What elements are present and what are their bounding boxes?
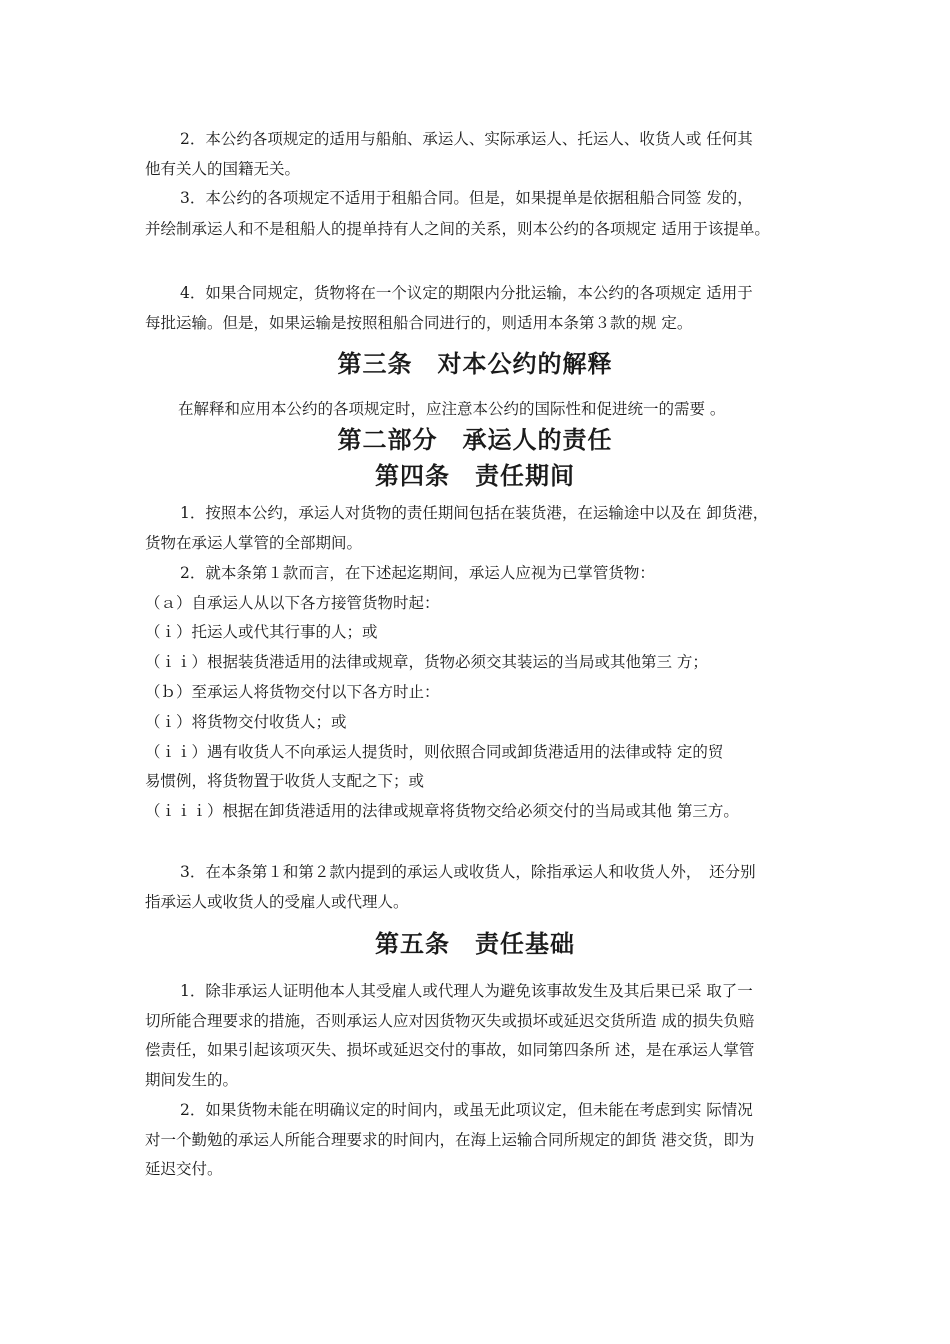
a4-b-ii-line2: 易惯例，将货物置于收货人支配之下；或 <box>145 772 425 790</box>
s1-p3-line2: 并绘制承运人和不是租船人的提单持有人之间的关系，则本公约的各项规定 适用于该提单。 <box>145 220 770 238</box>
a5-p2-line2: 对一个勤勉的承运人所能合理要求的时间内，在海上运输合同所规定的卸货 港交货，即为 <box>145 1131 755 1149</box>
a4-b-iii: （ｉｉｉ）根据在卸货港适用的法律或规章将货物交给必须交付的当局或其他 第三方。 <box>145 802 739 820</box>
a5-p1-line2: 切所能合理要求的措施，否则承运人应对因货物灭失或损坏或延迟交货所造 成的损失负赔 <box>145 1012 755 1030</box>
a4-p1-line1: 1．按照本公约，承运人对货物的责任期间包括在装货港，在运输途中以及在 卸货港， <box>180 504 769 522</box>
s1-p2-line2: 他有关人的国籍无关。 <box>145 160 301 178</box>
article3-heading: 第三条 对本公约的解释 <box>337 349 613 378</box>
article3-text: 在解释和应用本公约的各项规定时，应注意本公约的国际性和促进统一的需要 。 <box>178 400 726 418</box>
s1-p3-line1: 3．本公约的各项规定不适用于租船合同。但是，如果提单是依据租船合同签 发的， <box>180 189 753 207</box>
s1-p4-line1: 4．如果合同规定，货物将在一个议定的期限内分批运输，本公约的各项规定 适用于 <box>180 284 753 302</box>
a5-p2-line3: 延迟交付。 <box>145 1160 223 1178</box>
s1-p2-line1: 2．本公约各项规定的适用与船舶、承运人、实际承运人、托运人、收货人或 任何其 <box>180 130 753 148</box>
a4-a: （ａ）自承运人从以下各方接管货物时起： <box>145 594 440 612</box>
a5-p2-line1: 2．如果货物未能在明确议定的时间内，或虽无此项议定，但未能在考虑到实 际情况 <box>180 1101 753 1119</box>
a4-a-i: （ｉ）托运人或代其行事的人；或 <box>145 623 378 641</box>
part2-heading: 第二部分 承运人的责任 <box>337 425 613 454</box>
a4-p3-line2: 指承运人或收货人的受雇人或代理人。 <box>145 893 409 911</box>
a4-p1-line2: 货物在承运人掌管的全部期间。 <box>145 534 363 552</box>
a4-b: （ｂ）至承运人将货物交付以下各方时止： <box>145 683 440 701</box>
article4-heading: 第四条 责任期间 <box>375 461 575 490</box>
article5-heading: 第五条 责任基础 <box>375 929 575 958</box>
a4-p2: 2．就本条第１款而言，在下述起迄期间，承运人应视为已掌管货物： <box>180 564 655 582</box>
a5-p1-line3: 偿责任，如果引起该项灭失、损坏或延迟交付的事故，如同第四条所 述，是在承运人掌管 <box>145 1041 755 1059</box>
a4-b-ii-line1: （ｉｉ）遇有收货人不向承运人提货时，则依照合同或卸货港适用的法律或特 定的贸 <box>145 743 724 761</box>
a4-a-ii: （ｉｉ）根据装货港适用的法律或规章，货物必须交其装运的当局或其他第三 方； <box>145 653 708 671</box>
a5-p1-line1: 1．除非承运人证明他本人其受雇人或代理人为避免该事故发生及其后果已采 取了一 <box>180 982 753 1000</box>
s1-p4-line2: 每批运输。但是，如果运输是按照租船合同进行的，则适用本条第３款的规 定。 <box>145 314 693 332</box>
a4-p3-line1: 3．在本条第１和第２款内提到的承运人或收货人，除指承运人和收货人外， 还分别 <box>180 863 756 881</box>
a5-p1-line4: 期间发生的。 <box>145 1071 239 1089</box>
a4-b-i: （ｉ）将货物交付收货人；或 <box>145 713 347 731</box>
